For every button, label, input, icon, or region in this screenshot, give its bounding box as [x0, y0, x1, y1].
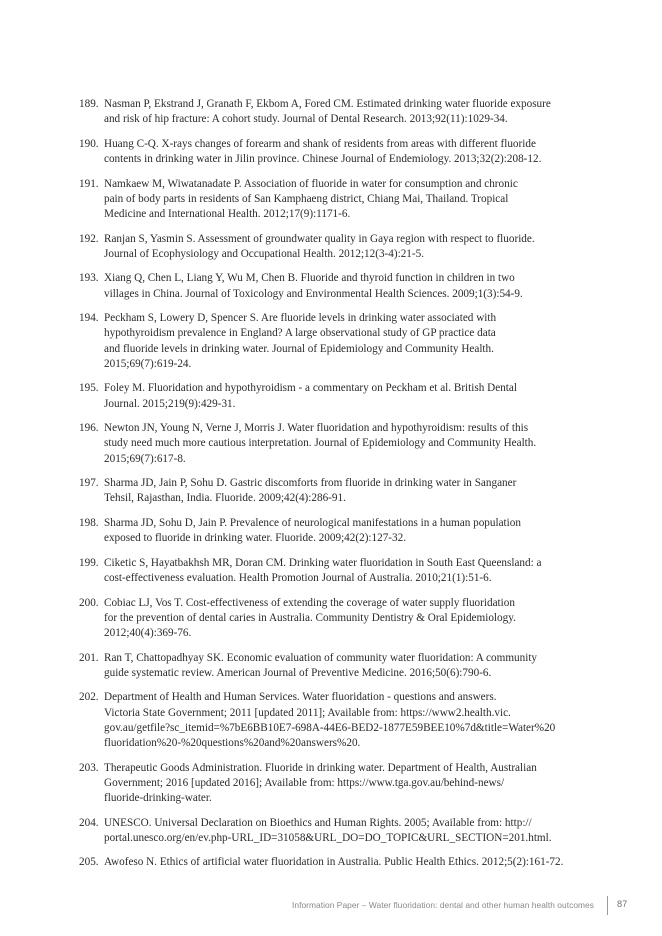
- reference-item: [79, 232, 604, 262]
- reference-item: [79, 476, 604, 506]
- reference-item: [79, 311, 604, 372]
- reference-number: 195.: [79, 382, 99, 395]
- reference-text: Namkaew M, Wiwatanadate P. Association of fluoride in water for consumption and chronic pain of body parts in residents of San Kamphaeng district, Chiang Mai, Thailand. Tropical Medicine and International Health. 2012;17(9):1171-6.: [104, 177, 518, 220]
- reference-number: 200.: [79, 596, 99, 609]
- reference-item: [79, 761, 604, 807]
- page-number: 87: [617, 899, 628, 909]
- reference-text: Ranjan S, Yasmin S. Assessment of groundwater quality in Gaya region with respect to fluoride. Journal of Ecophysiology and Occupational Health. 2012;12(3-4):21-5.: [104, 232, 535, 260]
- reference-text: Therapeutic Goods Administration. Fluoride in drinking water. Department of Health, Australian Government; 2016 [updated 2016]; Available from: https://www.tga.gov.au/behind-news/ fluoride-drinking-water.: [104, 761, 537, 804]
- reference-item: [79, 690, 604, 751]
- reference-text: Sharma JD, Sohu D, Jain P. Prevalence of neurological manifestations in a human population exposed to fluoride in drinking water. Fluoride. 2009;42(2):127-32.: [104, 516, 521, 545]
- reference-text: Newton JN, Young N, Verne J, Morris J. Water fluoridation and hypothyroidism: results of this study need much more cautious interpretation. Journal of Epidemiology and Community Health. 2015;69(7):617-8.: [104, 422, 537, 465]
- reference-text: Awofeso N. Ethics of artificial water fluoridation in Australia. Public Health Ethics. 2012;5(2):161-72.: [104, 856, 564, 869]
- reference-item: [79, 137, 604, 167]
- reference-item: [79, 816, 604, 846]
- footer-divider: [607, 896, 608, 915]
- reference-item: [79, 556, 604, 586]
- page-footer: [0, 896, 662, 916]
- reference-text: Ciketic S, Hayatbakhsh MR, Doran CM. Drinking water fluoridation in South East Queensland: a cost-effectiveness evaluation. Health Promotion Journal of Australia. 2010;21(1):51-6.: [104, 556, 542, 584]
- reference-item: [79, 516, 604, 546]
- reference-number: 203.: [79, 761, 99, 774]
- reference-number: 199.: [79, 556, 99, 569]
- reference-item: [79, 855, 604, 870]
- reference-text: Peckham S, Lowery D, Spencer S. Are fluoride levels in drinking water associated with hypothyroidism prevalence in England? A large observational study of GP practice data and fluoride levels in drinking water. Journal of Epidemiology and Community Health. 2015;69(7):619-24.: [104, 312, 497, 370]
- reference-text: Huang C-Q. X-rays changes of forearm and shank of residents from areas with different fluoride contents in drinking water in Jilin province. Chinese Journal of Endemiology. 2013;32(2):208-12.: [104, 137, 542, 165]
- reference-item: [79, 381, 604, 411]
- reference-item: [79, 421, 604, 467]
- reference-list: [79, 97, 604, 880]
- reference-text: Department of Health and Human Services. Water fluoridation - questions and answers. Victoria State Government; 2011 [updated 2011]; Available from: https://www2.health.vic. gov.au/getfile?sc_itemid=%7bE6BB10E7-698A-44E6-BED2-1877E59BEE10%7d&title=Water%20 fluoridation%20-%20questions%20and%20answers%20.: [104, 691, 556, 749]
- reference-text: Nasman P, Ekstrand J, Granath F, Ekbom A, Fored CM. Estimated drinking water fluoride exposure and risk of hip fracture: A cohort study. Journal of Dental Research. 2013;92(11):1029-34.: [104, 98, 551, 126]
- reference-item: [79, 177, 604, 223]
- reference-number: 191.: [79, 177, 99, 190]
- reference-number: 196.: [79, 422, 99, 435]
- reference-number: 190.: [79, 137, 99, 150]
- reference-number: 201.: [79, 651, 99, 664]
- reference-number: 189.: [79, 98, 99, 110]
- reference-text: Ran T, Chattopadhyay SK. Economic evaluation of community water fluoridation: A community guide systematic review. American Journal of Preventive Medicine. 2016;50(6):790-6.: [104, 651, 538, 679]
- reference-number: 194.: [79, 312, 99, 325]
- reference-number: 205.: [79, 856, 99, 869]
- reference-item: [79, 596, 604, 642]
- reference-number: 202.: [79, 691, 99, 704]
- reference-text: Xiang Q, Chen L, Liang Y, Wu M, Chen B. Fluoride and thyroid function in children in two villages in China. Journal of Toxicology and Environmental Health Sciences. 2009;1(3):54-9.: [104, 272, 523, 300]
- reference-number: 192.: [79, 232, 99, 245]
- reference-number: 204.: [79, 816, 99, 829]
- reference-text: Sharma JD, Jain P, Sohu D. Gastric discomforts from fluoride in drinking water in Sanganer Tehsil, Rajasthan, India. Fluoride. 2009;42(4):286-91.: [104, 477, 517, 505]
- footer-title: Information Paper – Water fluoridation: dental and other human health outcomes: [291, 900, 594, 910]
- reference-item: [79, 97, 604, 127]
- reference-number: 193.: [79, 272, 99, 285]
- reference-text: Foley M. Fluoridation and hypothyroidism - a commentary on Peckham et al. British Dental Journal. 2015;219(9):429-31.: [104, 382, 517, 410]
- reference-number: 198.: [79, 516, 99, 529]
- reference-item: [79, 651, 604, 681]
- reference-number: 197.: [79, 477, 99, 490]
- reference-text: Cobiac LJ, Vos T. Cost-effectiveness of extending the coverage of water supply fluoridation for the prevention of dental caries in Australia. Community Dentistry & Oral Epidemiology. 2012;40(4):369-76.: [104, 596, 516, 639]
- reference-item: [79, 271, 604, 301]
- reference-text: UNESCO. Universal Declaration on Bioethics and Human Rights. 2005; Available from: http:// portal.unesco.org/en/ev.php-URL_ID=31058&URL_DO=DO_TOPIC&URL_SECTION=201.html.: [104, 816, 552, 844]
